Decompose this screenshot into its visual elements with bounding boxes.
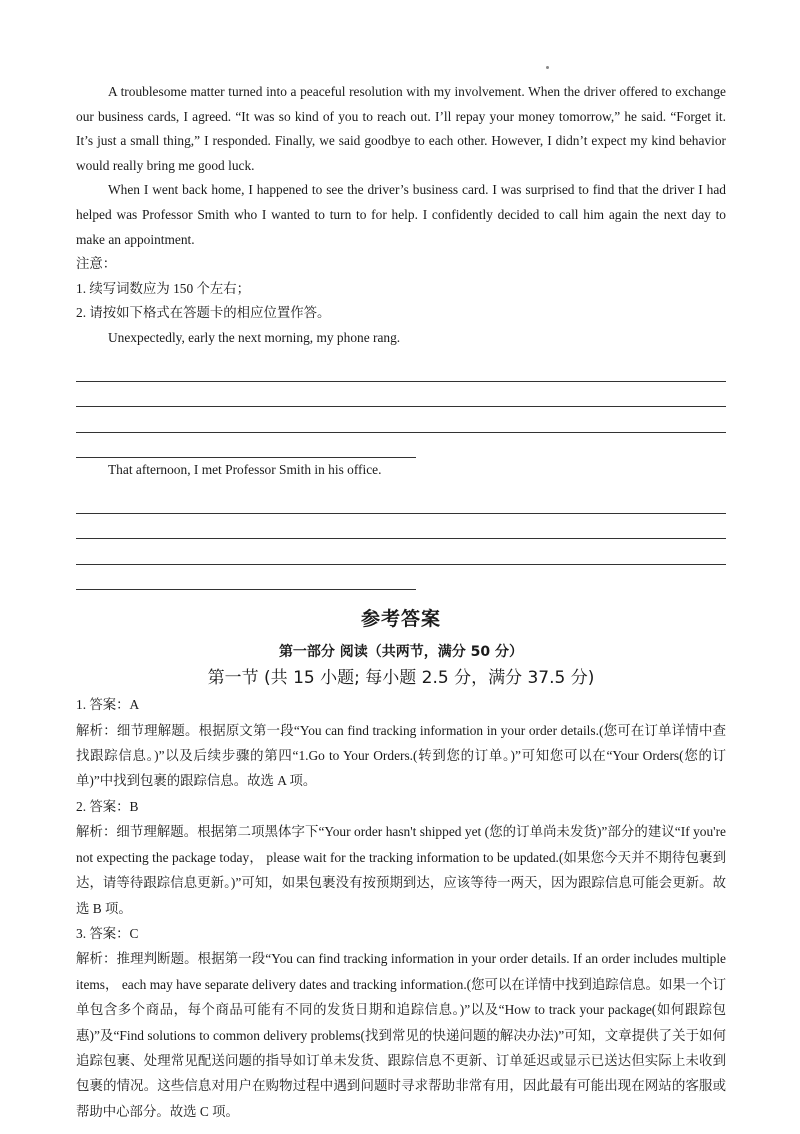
answer-item-3	[76, 921, 726, 1124]
analysis-text: 解析：推理判断题。根据第一段“You can find tracking information in your order details. If an order includes multiple items， each may have separate delivery dates and tracking information.(您可以在详情中找到追踪信息。如果一个订单包含多个商品，每个商品可能有不同的发货日期和追踪信息。)”以及“How to track your package(如何跟踪包惠)”及“Find solutions to common delivery problems(找到常见的快递问题的解决办法)”可知，文章提供了关于如何追踪包裹、处理常见配送问题的指导如订单未发货、跟踪信息不更新、订单延迟或显示已送达但实际上未收到包裹的情况。这些信息对用户在购物过程中遇到问题时寻求帮助非常有用，因此最有可能出现在网站的客服或帮助中心部分。故选 C 项。	[76, 951, 726, 1119]
section-title: 第一节 (共 15 小题; 每小题 2.5 分，满分 37.5 分)	[207, 668, 595, 689]
writing-line	[76, 489, 726, 514]
passage-paragraph-1: A troublesome matter turned into a peaceful resolution with my involvement. When the driver offered to exchange our business cards, I agreed. “It was so kind of you to reach out. I’ll repay your money tomorrow,” he said. “Forget it. It’s just a small thing,” I responded. Finally, we said goodbye to each other. However, I didn’t expect my kind behavior would really bring me good luck.	[76, 84, 726, 173]
writing-line	[76, 407, 726, 432]
prompt-first: Unexpectedly, early the next morning, my phone rang.	[108, 329, 401, 345]
notes-heading: 注意：	[76, 256, 117, 272]
writing-line	[76, 382, 726, 407]
analysis-text: 解析：细节理解题。根据原文第一段“You can find tracking information in your order details.(您可在订单详情中查找跟踪信息。)”以及后续步骤的第四“1.Go to Your Orders.(转到您的订单。)”可知您可以在“Your Orders(您的订单)”中找到包裹的跟踪信息。故选 A 项。	[76, 722, 726, 789]
notes-item-2: 2. 请按如下格式在答题卡的相应位置作答。	[76, 305, 331, 321]
writing-line	[76, 514, 726, 539]
writing-area-2	[76, 489, 726, 591]
answer-key-title: 参考答案	[360, 608, 441, 631]
answer-item-2	[76, 794, 726, 921]
analysis-text: 解析：细节理解题。根据第二项黑体字下“Your order hasn't shipped yet (您的订单尚未发货)”部分的建议“If you're not expecting the package today， please wait for the tracking information to be updated.(如果您今天并不期待包裹到达，请等待跟踪信息更新。)”可知，如果包裹没有按预期到达，应该等待一两天，因为跟踪信息可能会更新。故选 B 项。	[76, 824, 726, 916]
passage-paragraph-2: When I went back home, I happened to see the driver’s business card. I was surprised to find that the driver I had helped was Professor Smith who I wanted to turn to for help. I confidently decided to call him again the next day to make an appointment.	[76, 182, 726, 247]
writing-line	[76, 565, 416, 590]
writing-line	[76, 539, 726, 564]
scan-dot	[546, 66, 549, 69]
writing-line	[76, 357, 726, 382]
notes-item-1: 1. 续写词数应为 150 个左右；	[76, 280, 251, 296]
answer-line: 3. 答案：C	[76, 925, 139, 941]
part-title: 第一部分 阅读（共两节，满分 50 分）	[278, 644, 524, 661]
prompt-second: That afternoon, I met Professor Smith in his office.	[108, 462, 382, 478]
answer-line: 2. 答案：B	[76, 798, 139, 814]
document-page	[76, 80, 726, 1124]
answer-item-1	[76, 692, 726, 794]
writing-line	[76, 433, 416, 458]
writing-area-1	[76, 357, 726, 459]
answer-line: 1. 答案：A	[76, 697, 140, 713]
